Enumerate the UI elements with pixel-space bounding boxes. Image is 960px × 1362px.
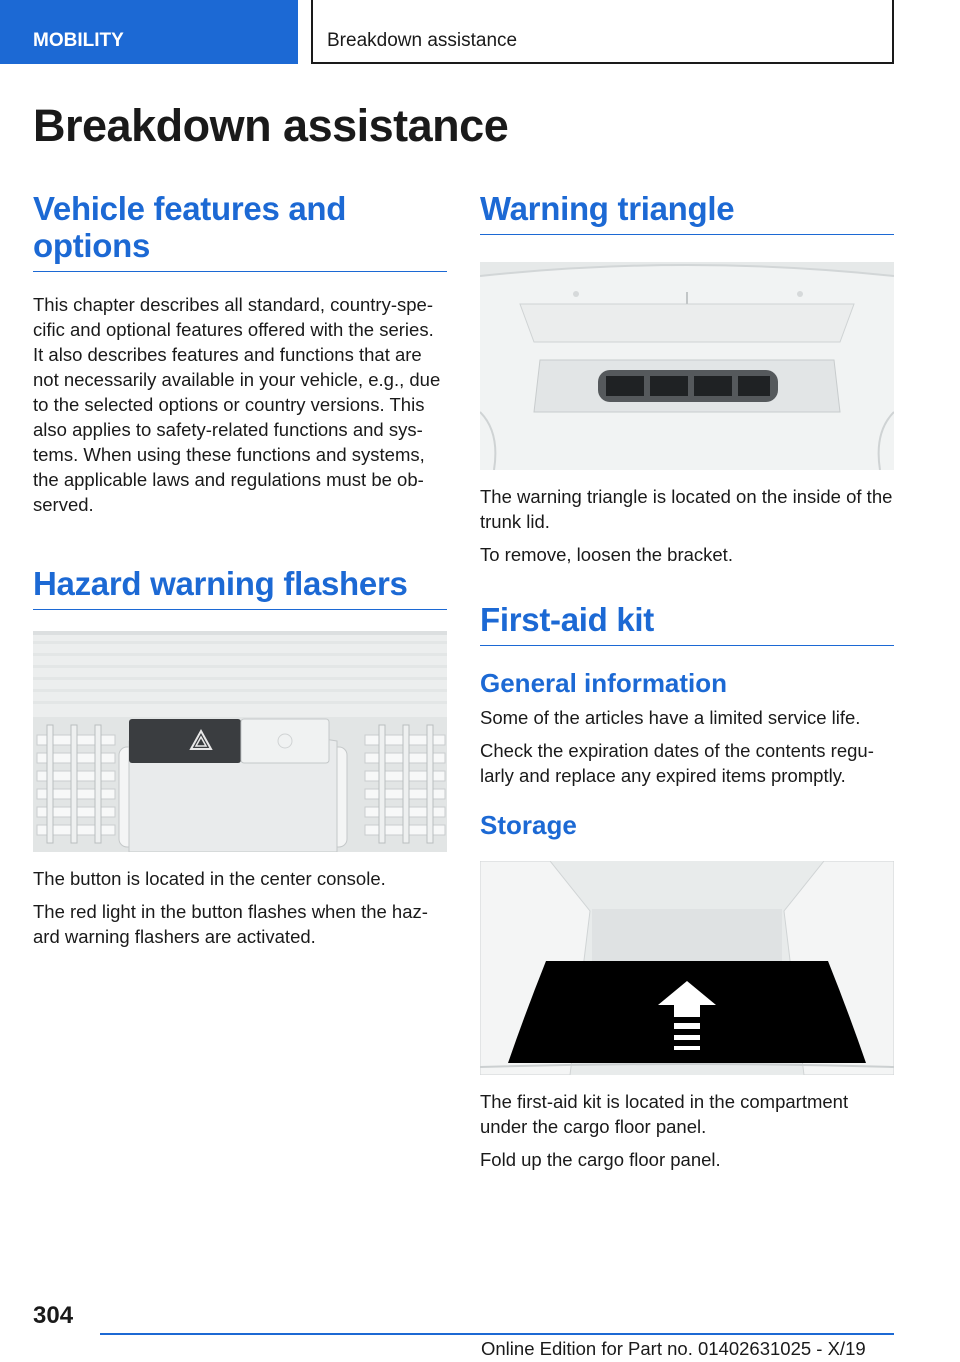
hazard-console-image — [33, 631, 447, 852]
trunk-lid-image — [480, 262, 894, 470]
heading-hazard-flashers: Hazard warning flashers — [33, 565, 447, 610]
cargo-floor-image — [480, 861, 894, 1075]
header-chapter-label: Breakdown assistance — [327, 30, 518, 51]
general-para-2: Check the expiration dates of the contents regu-larly and replace any expired items promptly. — [480, 740, 874, 786]
general-para-1: Some of the articles have a limited service life. — [480, 707, 861, 728]
features-body: This chapter describes all standard, country-spe-cific and optional features offered with the series. It also describes features and functions that are not necessarily available in your vehicle, e.g., due to the selected options or country versions. This also applies to safety-related functions and sys-tems. When using these functions and systems, the applicable laws and regulations must be ob-served. — [33, 294, 441, 515]
header-section-label: MOBILITY — [33, 30, 124, 51]
storage-para-1: The first-aid kit is located in the compartment under the cargo floor panel. — [480, 1091, 849, 1137]
heading-vehicle-features: Vehicle features and options — [33, 190, 447, 272]
heading-first-aid-kit: First-aid kit — [480, 601, 894, 646]
page-title: Breakdown assistance — [33, 100, 509, 151]
hazard-para-2: The red light in the button flashes when the haz-ard warning flashers are activated. — [33, 901, 428, 947]
heading-general-information: General information — [480, 668, 728, 698]
left-column — [33, 190, 447, 949]
storage-para-2: Fold up the cargo floor panel. — [480, 1149, 721, 1170]
page-number: 304 — [33, 1302, 74, 1329]
heading-warning-triangle: Warning triangle — [480, 190, 894, 235]
triangle-para-1: The warning triangle is located on the inside of the trunk lid. — [480, 486, 893, 532]
footer-rule — [100, 1333, 894, 1335]
hazard-para-1: The button is located in the center console. — [33, 868, 386, 889]
footer-edition: Online Edition for Part no. 01402631025 - X/19 — [481, 1338, 866, 1359]
header-section-tab — [0, 0, 298, 64]
header-chapter-box — [311, 0, 894, 64]
heading-storage: Storage — [480, 810, 577, 840]
triangle-para-2: To remove, loosen the bracket. — [480, 544, 733, 565]
right-column — [480, 190, 894, 1172]
